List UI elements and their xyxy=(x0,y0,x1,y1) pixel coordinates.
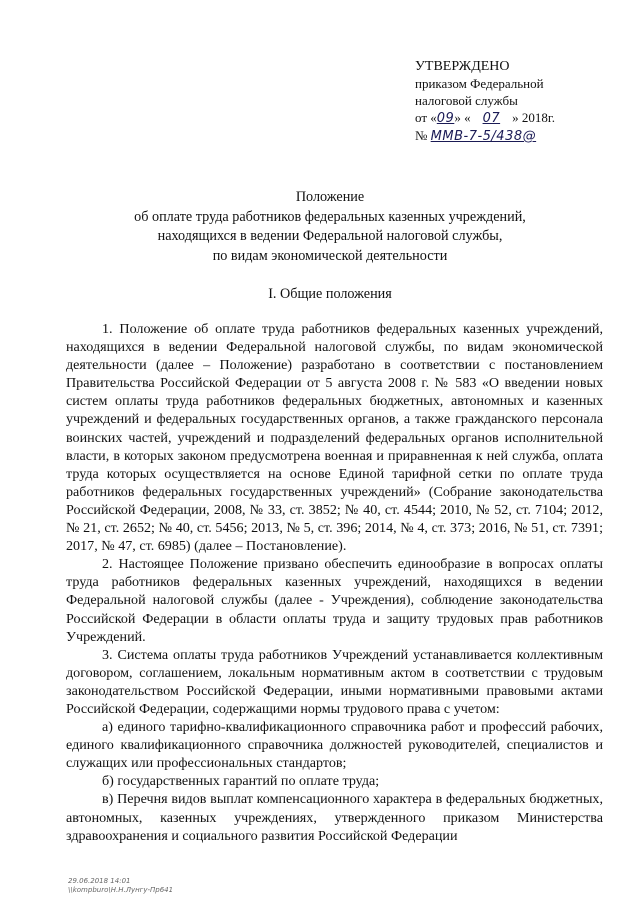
paragraph-2: 2. Настоящее Положение призвано обеспечить единообразие в вопросах оплаты труда работников федеральных казенных учреждений, находящихся в ведении Федеральной налоговой службы (далее - Учреждения), соблюдение законодательства Российской Федерации в области оплаты труда и защиту трудовых прав работников Учреждений. xyxy=(66,556,603,645)
footer-timestamp: 29.06.2018 14:01 xyxy=(68,877,131,885)
paragraph-3a: а) единого тарифно-квалификационного справочника работ и профессий рабочих, единого квалификационного справочника должностей руководителей, специалистов и служащих или профессиональных стандартов; xyxy=(66,719,603,772)
paragraph-1: 1. Положение об оплате труда работников федеральных казенных учреждений, находящихся в ведении Федеральной налоговой службы, по видам экономической деятельности (далее – Положение) разработано в соответствии с постановлением Правительства Российской Федерации от 5 августа 2008 г. № 583 «О введении новых систем оплаты труда работников федеральных бюджетных, автономных и казенных учреждений и федеральных государственных органов, а также гражданского персонала воинских частей, учреждений и подразделений федеральных органов исполнительной власти, в которых законом предусмотрена военная и приравненная к ней служба, оплата труда которых осуществляется на основе Единой тарифной сетки по оплате труда работников федеральных государственных учреждений» (Собрание законодательства Российской Федерации, 2008, № 33, ст. 3852; № 40, ст. 4544; 2010, № 52, ст. 7104; 2012, № 21, ст. 2652; № 40, ст. 5456; 2013, № 5, ст. 396; 2014, № 4, ст. 373; 2016, № 51, ст. 7391; 2017, № 47, ст. 6985) (далее – Постановление). xyxy=(66,321,603,555)
title-line-3: находящихся в ведении Федеральной налоговой службы, xyxy=(157,228,503,244)
approval-heading: УТВЕРЖДЕНО xyxy=(415,59,510,74)
approval-number xyxy=(415,127,620,145)
document-body xyxy=(66,320,603,845)
approval-line-2: налоговой службы xyxy=(415,93,518,108)
paragraph-3b: б) государственных гарантий по оплате труда; xyxy=(102,773,380,790)
footer-path: \\kompburo\Н.Н.Лунгу-Пр641 xyxy=(68,886,174,894)
approval-number-prefix: № xyxy=(415,128,428,143)
approval-date-prefix: от « xyxy=(415,110,437,125)
approval-date-month: 07 xyxy=(482,111,501,126)
approval-date-sep: » « xyxy=(454,110,471,125)
approval-date-day: 09 xyxy=(436,111,455,126)
approval-date-suffix: » 2018г. xyxy=(512,110,555,125)
title-line-2: об оплате труда работников федеральных казенных учреждений, xyxy=(134,208,526,225)
approval-line-1: приказом Федеральной xyxy=(415,76,544,91)
document-title xyxy=(40,188,620,266)
title-line-4: по видам экономической деятельности xyxy=(212,247,448,264)
approval-number-value: ММВ-7-5/438@ xyxy=(430,129,537,144)
approval-date xyxy=(415,109,620,127)
paragraph-3: 3. Система оплаты труда работников Учреждений устанавливается коллективным договором, соглашением, локальным нормативным актом в соответствии с трудовым законодательством Российской Федерации, иными нормативными правовыми актами Российской Федерации, содержащими нормы трудового права с учетом: xyxy=(66,646,603,717)
paragraph-3c: в) Перечня видов выплат компенсационного характера в федеральных бюджетных, автономных, казенных учреждениях, утвержденного приказом Министерства здравоохранения и социального развития Российской Федерации xyxy=(66,791,603,844)
approval-stamp xyxy=(415,58,620,145)
title-line-1: Положение xyxy=(295,189,365,205)
section-title: I. Общие положения xyxy=(268,286,392,302)
footer-stamp xyxy=(68,877,173,895)
